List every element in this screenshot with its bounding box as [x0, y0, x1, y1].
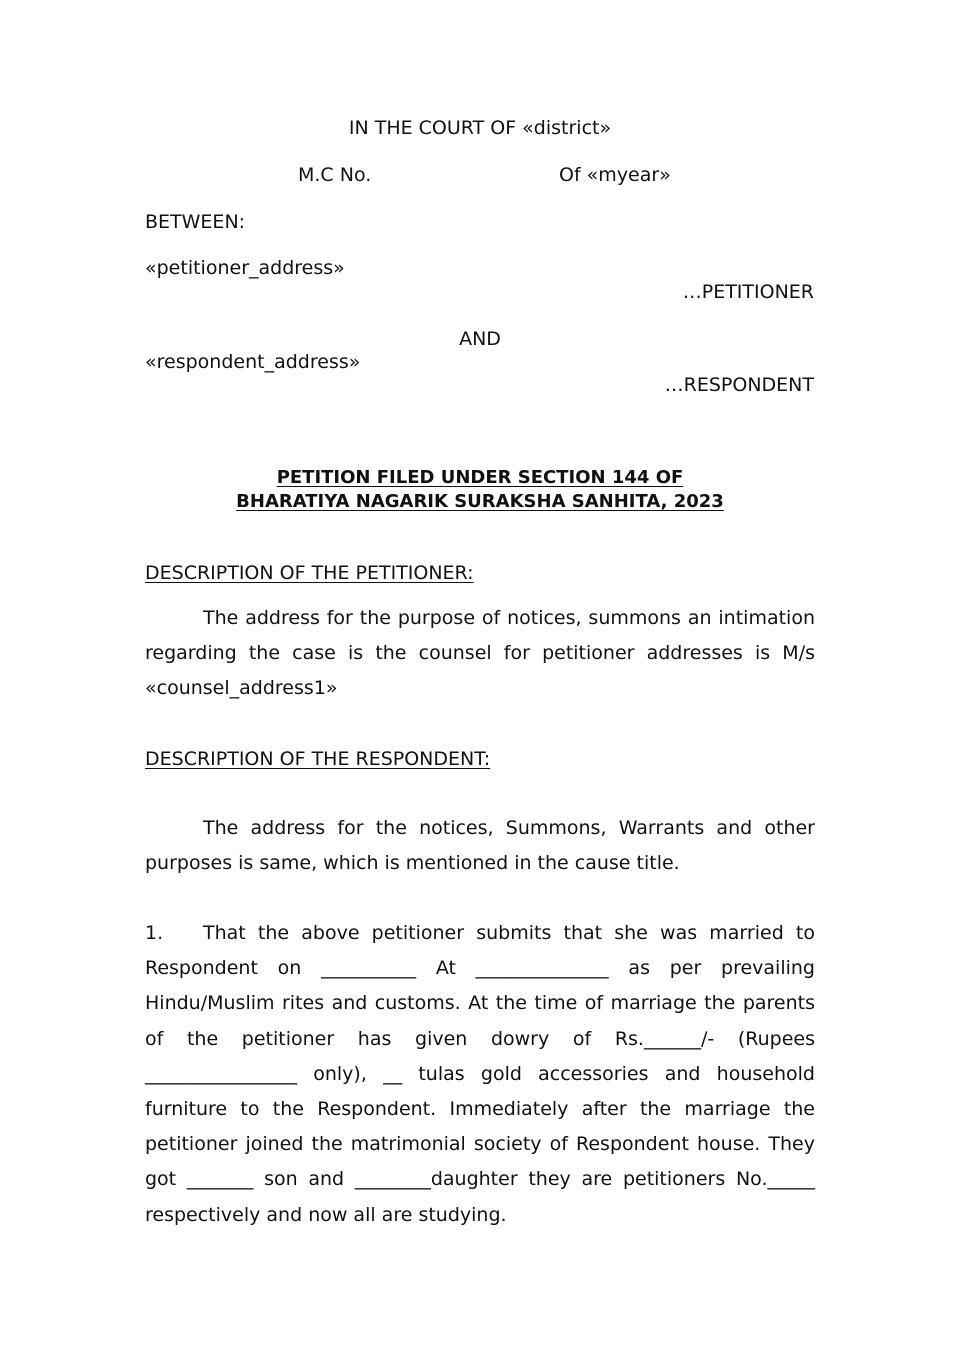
petition-title-line-2: BHARATIYA NAGARIK SURAKSHA SANHITA, 2023 [236, 491, 724, 512]
respondent-description-heading: DESCRIPTION OF THE RESPONDENT: [145, 748, 491, 770]
paragraph-text: That the above petitioner submits that she was married to Respondent on __________ At ______________ as per prevailing Hindu/Muslim rites and customs. At the time of marriage the parents of the petitioner has given dowry of Rs.______/- (Rupees ________________ only), __ tulas gold accessories and household furniture to the Respondent. Immediately after the marriage the petitioner joined the matrimonial society of Respondent house. They got _______ son and ________daughter they are petitioners No._____ respectively and now all are studying. [145, 922, 815, 1226]
case-number-label: M.C No. [298, 164, 372, 186]
petitioner-role-label: …PETITIONER [682, 281, 814, 303]
court-heading: IN THE COURT OF «district» [348, 117, 612, 139]
paragraph-number: 1. [145, 922, 164, 944]
petitioner-description-body: The address for the purpose of notices, summons an intimation regarding the case is the counsel for petitioner addresses is M/s «counsel_address1» [145, 607, 815, 700]
respondent-description-body: The address for the notices, Summons, Warrants and other purposes is same, which is mentioned in the cause title. [145, 817, 815, 875]
numbered-paragraph-1 [145, 916, 815, 1233]
petitioner-description-heading: DESCRIPTION OF THE PETITIONER: [145, 562, 474, 584]
petition-title-line-1: PETITION FILED UNDER SECTION 144 OF [276, 467, 684, 488]
and-label: AND [459, 328, 501, 350]
petitioner-address: «petitioner_address» [145, 257, 345, 279]
case-year-label: Of «myear» [559, 164, 671, 186]
respondent-address: «respondent_address» [145, 351, 361, 373]
between-label: BETWEEN: [145, 211, 246, 233]
respondent-role-label: …RESPONDENT [664, 374, 814, 396]
